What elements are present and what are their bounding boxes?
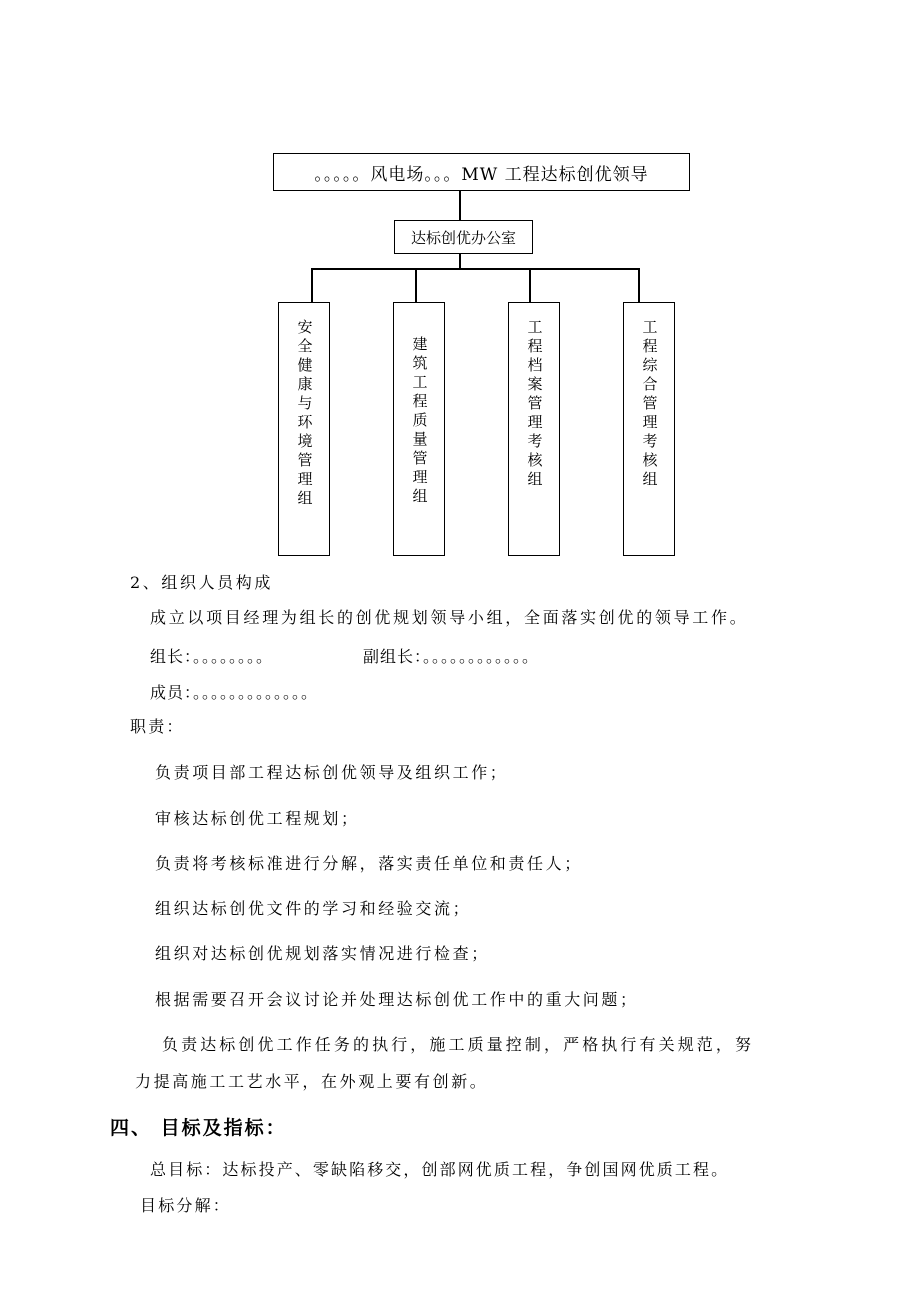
leader-line: 组长：。。。。。。。。 [150, 647, 274, 666]
section-heading-org: 2、组织人员构成 [130, 573, 273, 592]
org-office-box [394, 220, 533, 254]
duty-item: 根据需要召开会议讨论并处理达标创优工作中的重大问题； [155, 990, 639, 1009]
org-group-label-4: 工程综合管理考核组 [640, 319, 659, 490]
connector-top [459, 191, 461, 220]
overall-goal: 总目标：达标投产、零缺陷移交，创部网优质工程，争创国网优质工程。 [150, 1160, 730, 1179]
duty-item-last-line1: 负责达标创优工作任务的执行，施工质量控制，严格执行有关规范，努 [162, 1035, 755, 1054]
org-intro-paragraph: 成立以项目经理为组长的创优规划领导小组，全面落实创优的领导工作。 [150, 608, 749, 627]
connector-group-1 [311, 268, 313, 302]
org-group-box-2 [393, 302, 445, 556]
duty-item: 组织达标创优文件的学习和经验交流； [155, 899, 472, 918]
section-heading-goals: 四、 目标及指标： [110, 1117, 287, 1139]
org-top-label: 。。。。。风电场。。。MW 工程达标创优领导 [314, 164, 649, 185]
connector-group-3 [529, 268, 531, 302]
connector-group-2 [415, 268, 417, 302]
duty-item: 负责将考核标准进行分解，落实责任单位和责任人； [155, 854, 583, 873]
connector-group-4 [638, 268, 640, 302]
org-group-label-3: 工程档案管理考核组 [525, 319, 544, 490]
duty-item: 组织对达标创优规划落实情况进行检查； [155, 944, 490, 963]
org-office-label: 达标创优办公室 [410, 228, 516, 247]
org-top-box [273, 153, 690, 191]
org-group-label-1: 安全健康与环境管理组 [295, 319, 314, 509]
org-group-label-2: 建筑工程质量管理组 [410, 336, 429, 507]
org-group-box-4 [623, 302, 675, 556]
duty-item-last-line2: 力提高施工工艺水平，在外观上要有创新。 [135, 1072, 489, 1091]
members-line: 成员：。。。。。。。。。。。。。 [150, 683, 319, 702]
org-group-box-3 [508, 302, 560, 556]
duty-item: 负责项目部工程达标创优领导及组织工作； [155, 763, 509, 782]
connector-office [459, 254, 461, 269]
deputy-line: 副组长：。。。。。。。。。。。。 [363, 647, 540, 666]
goal-breakdown-label: 目标分解： [140, 1196, 232, 1215]
duties-label: 职责： [130, 717, 185, 736]
org-group-box-1 [278, 302, 330, 556]
connector-horizontal [311, 268, 639, 270]
duty-item: 审核达标创优工程规划； [155, 809, 360, 828]
